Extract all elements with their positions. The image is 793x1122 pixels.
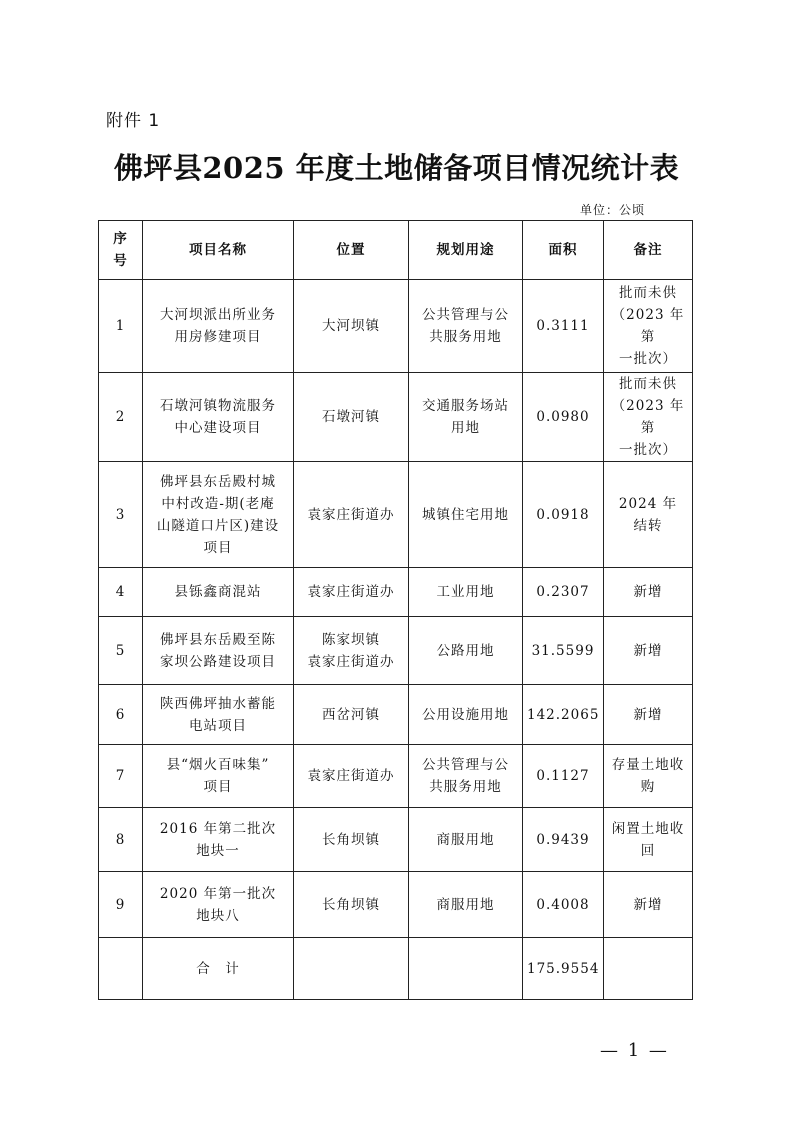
cell-use: 商服用地 <box>409 808 523 872</box>
cell-location: 西岔河镇 <box>294 685 409 745</box>
cell-name: 佛坪县东岳殿村城 中村改造-期(老庵 山隧道口片区)建设 项目 <box>143 462 294 568</box>
cell-use: 商服用地 <box>409 872 523 938</box>
cell-use: 工业用地 <box>409 568 523 617</box>
cell-location: 袁家庄街道办 <box>294 462 409 568</box>
cell-location: 袁家庄街道办 <box>294 745 409 808</box>
page-number: — 1 — <box>600 1040 669 1061</box>
cell-location: 长角坝镇 <box>294 808 409 872</box>
cell-name: 大河坝派出所业务 用房修建项目 <box>143 280 294 373</box>
cell-no: 5 <box>99 617 143 685</box>
cell-use: 公路用地 <box>409 617 523 685</box>
cell-use: 公共管理与公 共服务用地 <box>409 745 523 808</box>
cell-location: 袁家庄街道办 <box>294 568 409 617</box>
cell-use: 交通服务场站 用地 <box>409 373 523 462</box>
total-empty-remark <box>604 938 693 1000</box>
total-empty-use <box>409 938 523 1000</box>
cell-area: 0.9439 <box>523 808 604 872</box>
header-use: 规划用途 <box>409 221 523 280</box>
cell-area: 0.0918 <box>523 462 604 568</box>
cell-area: 0.4008 <box>523 872 604 938</box>
cell-use: 城镇住宅用地 <box>409 462 523 568</box>
cell-no: 9 <box>99 872 143 938</box>
table-row <box>99 280 693 373</box>
table-row <box>99 617 693 685</box>
cell-remark: 2024 年 结转 <box>604 462 693 568</box>
table-row <box>99 808 693 872</box>
cell-no: 3 <box>99 462 143 568</box>
header-remark: 备注 <box>604 221 693 280</box>
cell-name: 佛坪县东岳殿至陈 家坝公路建设项目 <box>143 617 294 685</box>
cell-no: 1 <box>99 280 143 373</box>
total-empty-location <box>294 938 409 1000</box>
cell-remark: 闲置土地收 回 <box>604 808 693 872</box>
cell-name: 2016 年第二批次 地块一 <box>143 808 294 872</box>
table-row <box>99 568 693 617</box>
cell-area: 142.2065 <box>523 685 604 745</box>
cell-location: 石墩河镇 <box>294 373 409 462</box>
cell-remark: 新增 <box>604 617 693 685</box>
cell-use: 公用设施用地 <box>409 685 523 745</box>
cell-name: 陕西佛坪抽水蓄能 电站项目 <box>143 685 294 745</box>
cell-remark: 新增 <box>604 568 693 617</box>
cell-use: 公共管理与公 共服务用地 <box>409 280 523 373</box>
cell-remark: 批而未供 （2023 年第 一批次） <box>604 280 693 373</box>
cell-remark: 新增 <box>604 685 693 745</box>
table-row <box>99 373 693 462</box>
page-title: 佛坪县2025 年度土地储备项目情况统计表 <box>113 151 680 185</box>
cell-area: 0.1127 <box>523 745 604 808</box>
cell-area: 0.0980 <box>523 373 604 462</box>
cell-remark: 新增 <box>604 872 693 938</box>
total-label: 合 计 <box>143 938 294 1000</box>
attachment-label: 附件 1 <box>106 111 161 131</box>
total-row <box>99 938 693 1000</box>
header-area: 面积 <box>523 221 604 280</box>
cell-no: 6 <box>99 685 143 745</box>
table-row <box>99 685 693 745</box>
land-reserve-table <box>98 220 693 1000</box>
cell-name: 2020 年第一批次 地块八 <box>143 872 294 938</box>
header-location: 位置 <box>294 221 409 280</box>
table-row <box>99 745 693 808</box>
cell-no: 8 <box>99 808 143 872</box>
cell-no: 4 <box>99 568 143 617</box>
cell-remark: 存量土地收 购 <box>604 745 693 808</box>
table-row <box>99 462 693 568</box>
total-area: 175.9554 <box>523 938 604 1000</box>
cell-name: 石墩河镇物流服务 中心建设项目 <box>143 373 294 462</box>
cell-no: 7 <box>99 745 143 808</box>
cell-area: 0.3111 <box>523 280 604 373</box>
cell-name: 县“烟火百味集” 项目 <box>143 745 294 808</box>
header-name: 项目名称 <box>143 221 294 280</box>
cell-location: 陈家坝镇 袁家庄街道办 <box>294 617 409 685</box>
cell-name: 县铄鑫商混站 <box>143 568 294 617</box>
cell-area: 31.5599 <box>523 617 604 685</box>
header-no: 序 号 <box>99 221 143 280</box>
cell-location: 长角坝镇 <box>294 872 409 938</box>
table-header-row <box>99 221 693 280</box>
cell-remark: 批而未供 （2023 年第 一批次） <box>604 373 693 462</box>
total-empty-no <box>99 938 143 1000</box>
cell-area: 0.2307 <box>523 568 604 617</box>
unit-label: 单位：公顷 <box>580 203 646 217</box>
table-row <box>99 872 693 938</box>
cell-location: 大河坝镇 <box>294 280 409 373</box>
cell-no: 2 <box>99 373 143 462</box>
